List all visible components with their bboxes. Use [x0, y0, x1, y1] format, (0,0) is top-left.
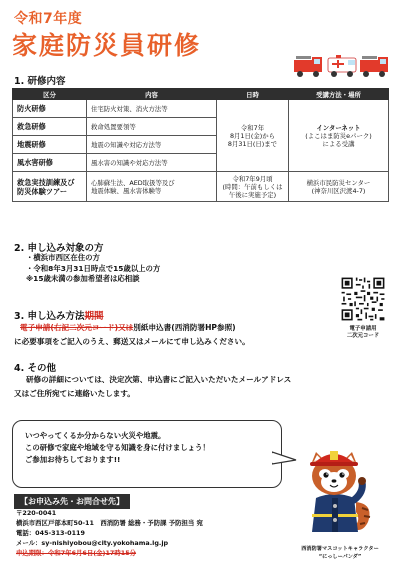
contact-postal: 〒220-0041: [16, 509, 57, 517]
online-method-cell: [289, 100, 389, 172]
contact-heading: 【お申込み先・お問合せ先】: [14, 494, 130, 509]
row-category: 風水害研修: [13, 154, 87, 172]
online-method-line: (よこはま防災eパーク): [305, 131, 372, 140]
qr-label-line: 電子申請用: [349, 326, 377, 332]
contact-address: 横浜市西区戸部本町50-11 西消防署 総務・予防課 予防担当 宛: [16, 518, 203, 527]
mascot-caption: [290, 546, 390, 562]
bubble-line: この研修で家庭や地域を守る知識を身に付けましょう！: [25, 442, 210, 452]
section3-heading: [14, 308, 104, 322]
section2-heading: 2. 申し込み対象の方: [14, 243, 104, 254]
flyer-subtitle: 令和7年度: [14, 11, 83, 27]
practice-place-cell: [289, 172, 389, 202]
fire-truck-icon: [292, 48, 390, 80]
application-form-text: 別紙申込書(西消防署HP参照): [133, 323, 236, 332]
online-method-line: による受講: [322, 139, 355, 148]
section3-struck-period: 期間: [84, 311, 104, 322]
row-content: 救命処置要領等: [87, 118, 217, 136]
application-line-1: [20, 322, 236, 333]
practice-category-line: 救急実技訓練及び: [17, 177, 75, 187]
red-panda-mascot-icon: [296, 442, 374, 538]
list-item: ・横浜市西区在住の方: [26, 253, 100, 262]
practice-place-line: (神奈川区沢渡4-7): [311, 186, 366, 195]
qr-code-icon[interactable]: [340, 276, 386, 322]
struck-electronic-application: 電子申請(右記二次元コード)又は: [20, 323, 134, 332]
practice-place-line: 横浜市民防災センター: [306, 178, 371, 187]
speech-bubble: [12, 420, 282, 488]
section3-heading-text: 3. 申し込み方法: [14, 311, 85, 322]
qr-label-line: 二次元コード: [346, 333, 380, 340]
practice-date-line: 午後に実施予定): [228, 190, 277, 199]
contact-box: [12, 506, 262, 574]
mascot-caption-line: 西消防署マスコットキャラクター: [301, 546, 379, 552]
column-header-content: 内容: [87, 89, 217, 100]
column-header-date: 日時: [217, 89, 289, 100]
row-category: 防火研修: [13, 100, 87, 118]
practice-category-line: 防災体験ツアー: [17, 186, 68, 196]
bubble-line: いつやってくるか分からない火災や地震。: [25, 431, 166, 440]
column-header-category: 区分: [13, 89, 87, 100]
row-category: 地震研修: [13, 136, 87, 154]
practice-date-line: (時間：午前もしくは: [222, 182, 283, 191]
row-content: 地震の知識や対応方法等: [87, 136, 217, 154]
mascot-caption-line: “にっしーパンダ”: [318, 553, 362, 560]
practice-content-line: 地震体験、風水害体験等: [91, 186, 162, 195]
list-item: ・令和8年3月31日時点で15歳以上の方: [26, 263, 161, 273]
speech-bubble-tail-icon: [272, 450, 298, 468]
other-info-line: 研修の詳細については、決定次第、申込書にご記入いただいたメールアドレス: [26, 375, 292, 384]
practice-category-cell: [13, 172, 87, 202]
row-content: 風水害の知識や対応方法等: [87, 154, 217, 172]
section4-heading: 4. その他: [14, 363, 57, 374]
column-header-method: 受講方法・場所: [289, 89, 389, 100]
row-category: 救急研修: [13, 118, 87, 136]
contact-email[interactable]: メール：sy-nishiyobou@city.yokohama.lg.jp: [16, 538, 169, 547]
table-row: [13, 100, 389, 118]
section1-heading: 1. 研修内容: [14, 76, 66, 87]
contact-phone: 電話：045-313-0119: [16, 528, 85, 537]
list-item: ※15歳未満の参加希望者は応相談: [26, 274, 140, 284]
table-row-practice: [13, 172, 389, 202]
practice-date-cell: [217, 172, 289, 202]
table-header-row: [13, 89, 389, 100]
practice-date-line: 令和7年9月頃: [232, 174, 273, 183]
flyer-title: 家庭防災員研修: [12, 31, 202, 60]
practice-content-cell: [87, 172, 217, 202]
online-date-line: 8月31日(日)まで: [227, 139, 278, 148]
online-method-line: インターネット: [316, 123, 361, 132]
contact-deadline-struck: 申込期限：令和7年6月6日(金)17時15分: [16, 548, 137, 557]
application-line-2: に必要事項をご記入のうえ、郵送又はメールにて申し込みください。: [14, 337, 250, 346]
eligibility-list: [26, 253, 160, 285]
practice-content-line: 心肺蘇生法、AED取扱等及び: [91, 178, 175, 187]
qr-code-label: [333, 326, 393, 340]
bubble-line: ご参加お待ちしております!!: [25, 454, 121, 464]
online-date-line: 令和7年: [240, 123, 265, 132]
training-table: [12, 88, 389, 202]
row-content: 住宅防火対策、消火方法等: [87, 100, 217, 118]
online-date-cell: [217, 100, 289, 172]
online-date-line: 8月1日(金)から: [229, 131, 276, 140]
other-info-line: 又はご住所宛てに連絡いたします。: [14, 389, 135, 398]
